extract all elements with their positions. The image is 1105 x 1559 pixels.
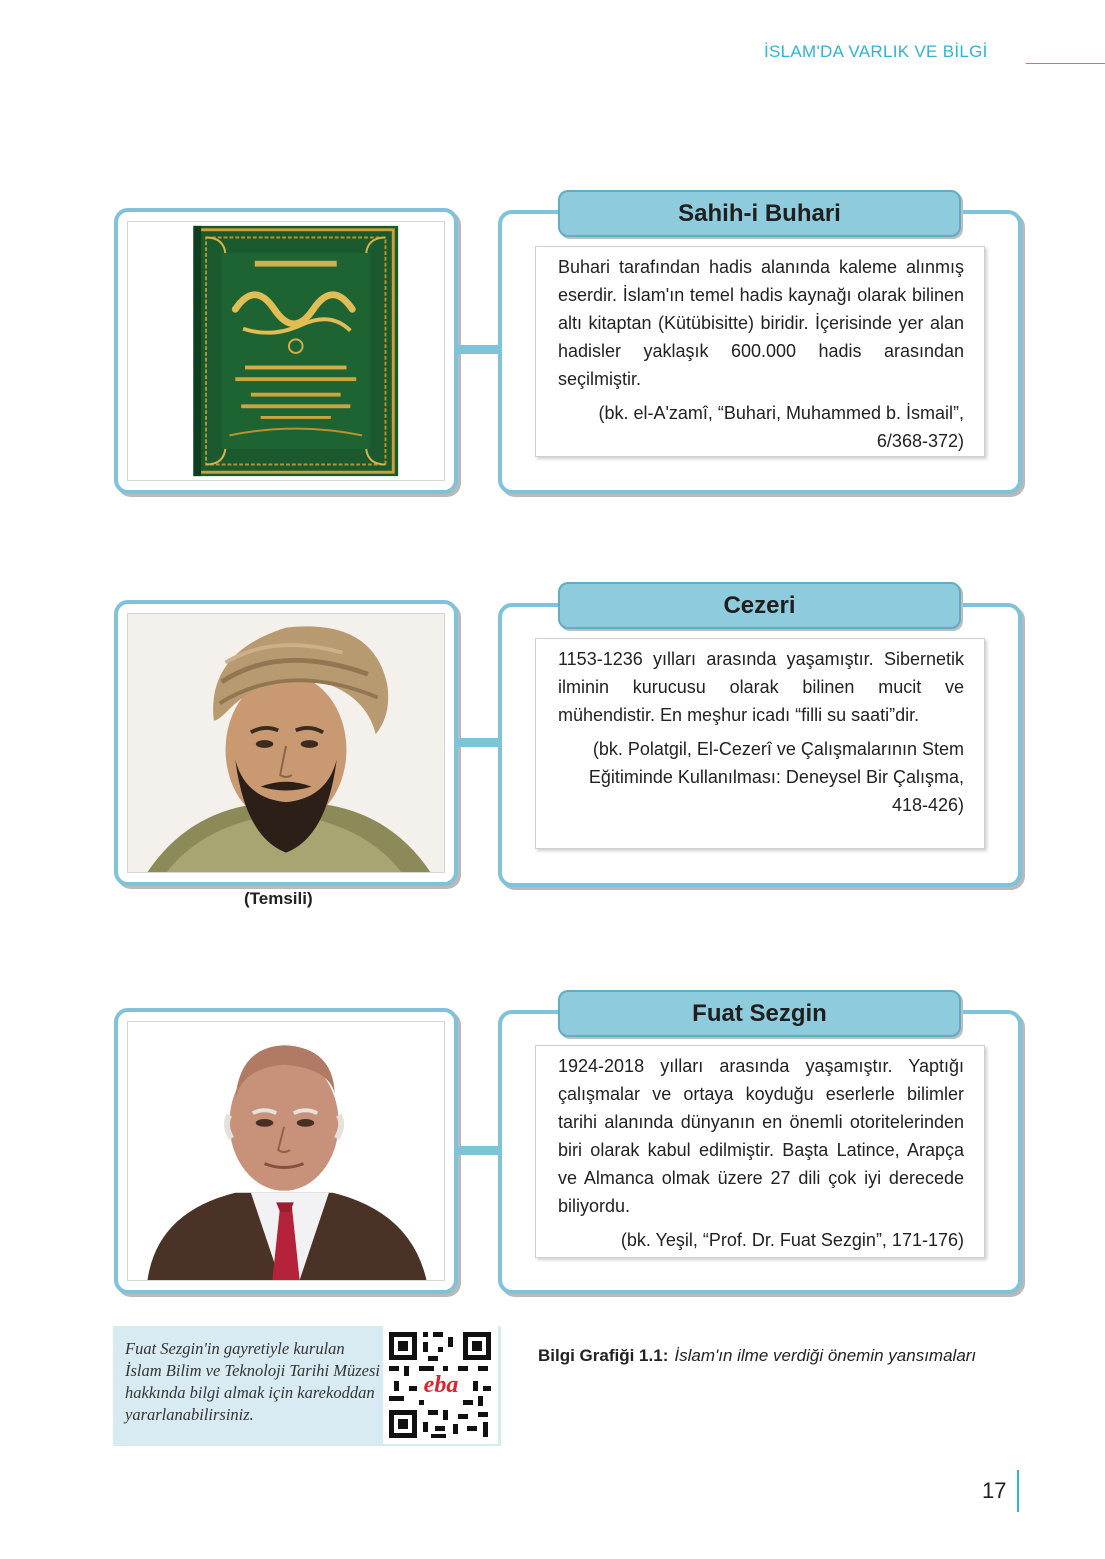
book-cover-image bbox=[127, 221, 445, 481]
book-image-frame bbox=[114, 208, 458, 494]
portrait-frame bbox=[114, 1008, 458, 1294]
qr-note-text: Fuat Sezgin'in gayretiyle kurulan İslam Bilim ve Teknoloji Tarihi Müzesi hakkında bilgi almak için karekoddan yararlanabilirsiniz. bbox=[125, 1339, 380, 1424]
figure-caption bbox=[538, 1346, 976, 1366]
qr-note-panel bbox=[113, 1326, 501, 1446]
reference-text: (bk. Polatgil, El-Cezerî ve Çalışmalarının Stem Eğitiminde Kullanılması: Deneysel Bir Çalışma, 418-426) bbox=[588, 739, 964, 815]
cezeri-portrait-illustration bbox=[128, 614, 444, 872]
figure-caption-text: İslam'ın ilme verdiği önemin yansımaları bbox=[674, 1346, 977, 1365]
section-title: Sahih-i Buhari bbox=[558, 190, 961, 237]
fuat-sezgin-photo-illustration bbox=[128, 1022, 444, 1280]
portrait-frame bbox=[114, 600, 458, 886]
header-rule bbox=[1026, 63, 1105, 64]
connector-line bbox=[458, 738, 500, 747]
figure-caption-label: Bilgi Grafiği 1.1: bbox=[538, 1346, 669, 1365]
description-text: Buhari tarafından hadis alanında kaleme alınmış eserdir. İslam'ın temel hadis kaynağı olarak bilinen altı kitaptan (Kütübisitte) biridir. İçerisinde yer alan hadisler yaklaşık 600.000 hadis arasından seçilmiştir. bbox=[558, 257, 964, 389]
image-caption: (Temsili) bbox=[244, 889, 313, 908]
qr-code-icon[interactable] bbox=[383, 1326, 498, 1444]
description-box bbox=[535, 638, 985, 849]
section-title: Cezeri bbox=[558, 582, 961, 629]
description-text: 1924-2018 yılları arasında yaşamıştır. Yaptığı çalışmalar ve ortaya koyduğu eserlerle bilimler tarihi alanında dünyanın en önemli otoritelerinden biri olarak kabul edilmiştir. Başta Latince, Arapça ve Almanca olmak üzere 27 dili çok iyi derecede biliyordu. bbox=[558, 1056, 964, 1216]
page-number: 17 bbox=[982, 1478, 1007, 1503]
description-text: 1153-1236 yılları arasında yaşamıştır. Sibernetik ilminin kurucusu olarak bilinen mucit ve mühendistir. En meşhur icadı “filli su saati”dir. bbox=[558, 649, 964, 725]
connector-line bbox=[458, 1146, 500, 1155]
qr-logo-text: eba bbox=[423, 1372, 459, 1398]
connector-line bbox=[458, 345, 500, 354]
cezeri-portrait bbox=[127, 613, 445, 873]
running-title: İSLAM'DA VARLIK VE BİLGİ bbox=[764, 42, 988, 61]
page-number-rule bbox=[1017, 1470, 1019, 1512]
fuat-sezgin-photo bbox=[127, 1021, 445, 1281]
qr-code-graphic bbox=[383, 1326, 498, 1444]
reference-text: (bk. el-A'zamî, “Buhari, Muhammed b. İsmail”, 6/368-372) bbox=[598, 403, 964, 451]
description-box bbox=[535, 1045, 985, 1258]
reference-text: (bk. Yeşil, “Prof. Dr. Fuat Sezgin”, 171-176) bbox=[620, 1230, 964, 1250]
description-box bbox=[535, 246, 985, 457]
book-cover-illustration bbox=[128, 222, 444, 480]
section-title: Fuat Sezgin bbox=[558, 990, 961, 1037]
